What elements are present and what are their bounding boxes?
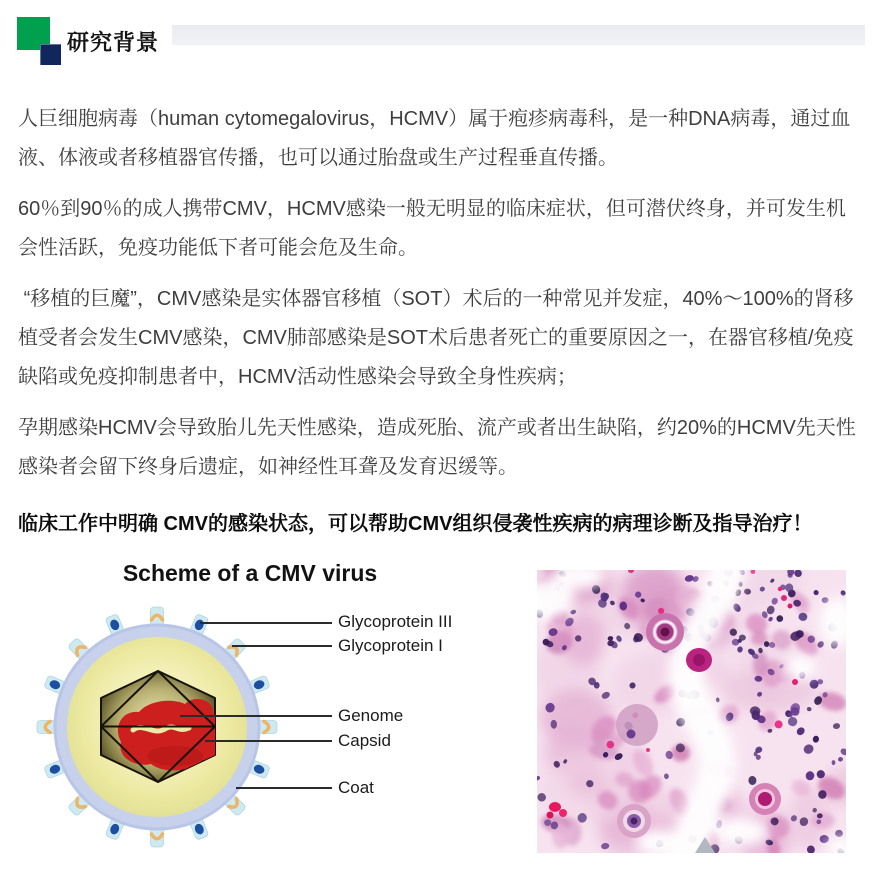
virus-label-coat: Coat <box>338 778 374 797</box>
paragraph-intro: 人巨细胞病毒（human cytomegalovirus，HCMV）属于疱疹病毒科，是一种DNA病毒，通过血液、体液或者移植器官传播，也可以通过胎盘或生产过程垂直传播。 <box>18 108 851 169</box>
leader-line-glycoprotein-i <box>232 645 332 647</box>
logo-navy-square-icon <box>40 44 61 65</box>
paragraph-prevalence: 60％到90％的成人携带CMV，HCMV感染一般无明显的临床症状，但可潜伏终身，并可发生机会性活跃，免疫功能低下者可能会危及生命。 <box>18 198 846 259</box>
paragraph-transplant: “移植的巨魔”，CMV感染是实体器官移植（SOT）术后的一种常见并发症，40%～100%的肾移植受者会发生CMV感染，CMV肺部感染是SOT术后患者死亡的重要原因之一，在器官移植/免疫缺陷或免疫抑制患者中，HCMV活动性感染会导致全身性疾病； <box>18 288 854 388</box>
leader-line-capsid <box>205 740 332 742</box>
virus-label-glycoprotein-iii: Glycoprotein III <box>338 612 453 631</box>
cmv-virus-diagram <box>25 590 295 860</box>
leader-line-coat <box>236 787 332 789</box>
virus-label-capsid: Capsid <box>338 731 391 750</box>
paragraph-congenital: 孕期感染HCMV会导致胎儿先天性感染，造成死胎、流产或者出生缺陷，约20%的HCMV先天性感染者会留下终身后遗症，如神经性耳聋及发育迟缓等。 <box>18 417 856 478</box>
figures-row <box>0 556 877 870</box>
header-divider-bar <box>172 25 865 45</box>
histology-image <box>537 570 846 853</box>
highlight-statement: 临床工作中明确 CMV的感染状态，可以帮助CMV组织侵袭性疾病的病理诊断及指导治疗！ <box>18 513 813 535</box>
virus-label-genome: Genome <box>338 706 404 725</box>
page-title: 研究背景 <box>67 30 160 55</box>
article-body <box>18 100 860 556</box>
header <box>0 0 877 64</box>
leader-line-genome <box>180 715 332 717</box>
virus-label-glycoprotein-i: Glycoprotein I <box>338 636 443 655</box>
leader-line-glycoprotein-iii <box>200 622 332 624</box>
virus-figure-title: Scheme of a CMV virus <box>122 560 378 586</box>
